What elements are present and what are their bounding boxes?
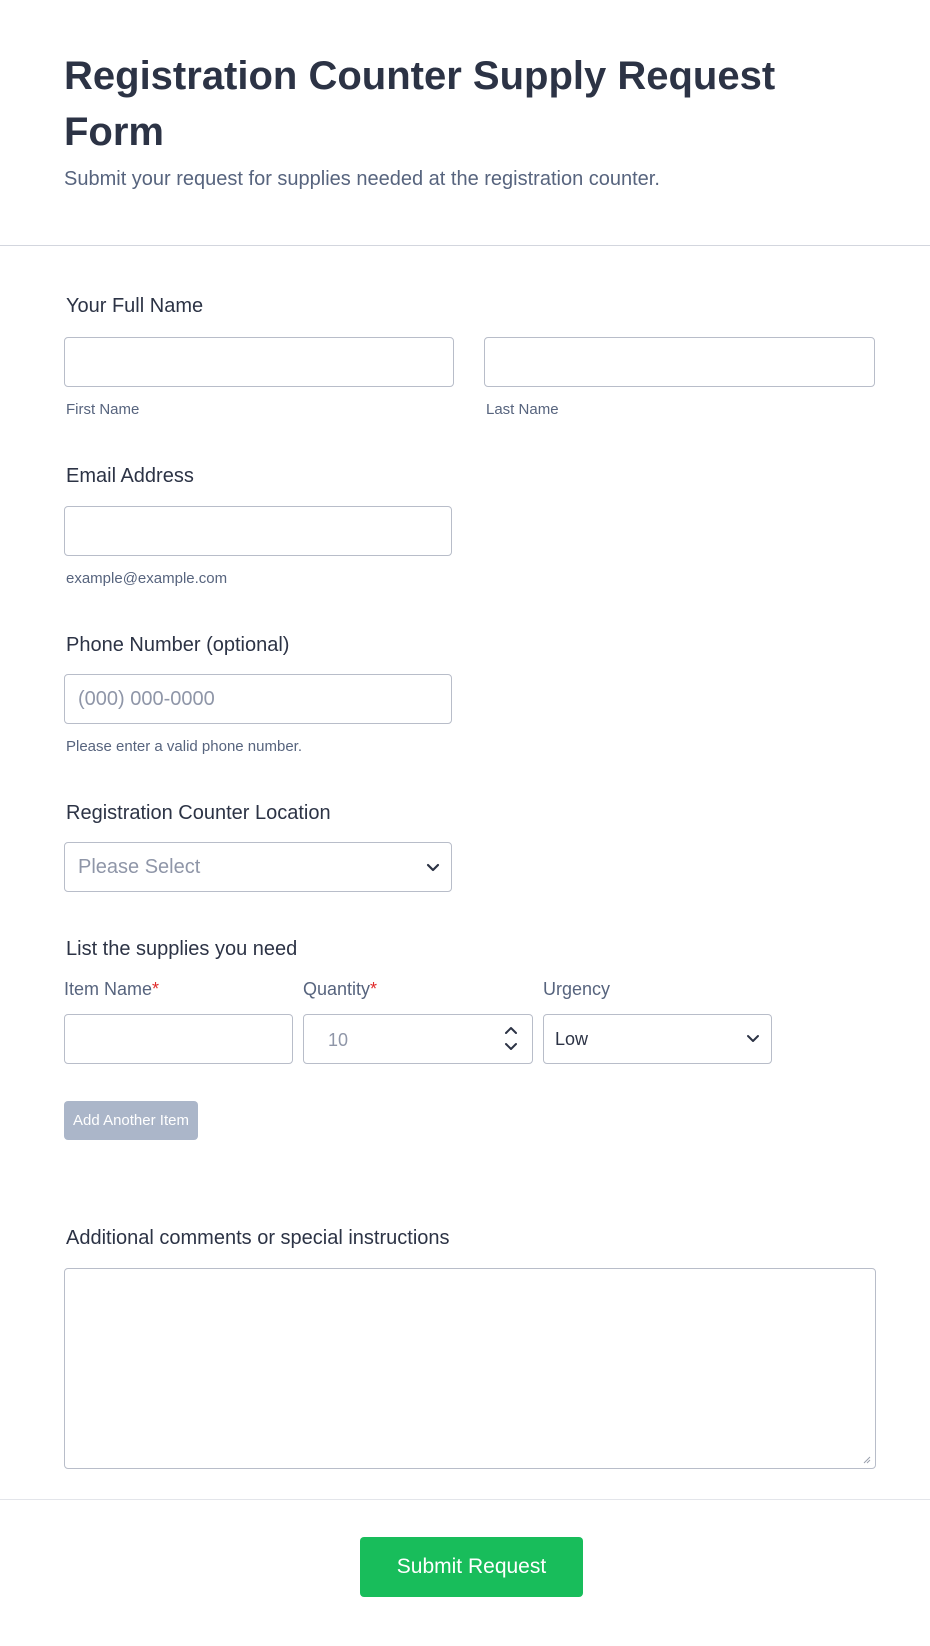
last-name-input[interactable]: [484, 337, 875, 387]
quantity-stepper[interactable]: [303, 1014, 533, 1064]
phone-label: Phone Number (optional): [66, 634, 290, 656]
item-name-column-label: [64, 977, 159, 1001]
location-select[interactable]: [64, 842, 452, 892]
supplies-label: List the supplies you need: [66, 938, 298, 960]
submit-button[interactable]: Submit Request: [360, 1537, 583, 1597]
form-header: [0, 0, 930, 246]
item-name-label: Item Name: [64, 979, 153, 999]
item-name-input[interactable]: [64, 1014, 293, 1064]
email-sublabel: example@example.com: [66, 570, 228, 587]
chevron-down-icon: [425, 862, 441, 874]
resize-handle-icon[interactable]: [861, 1454, 871, 1464]
quantity-placeholder: 10: [328, 1030, 349, 1050]
page-title: Registration Counter Supply Request Form: [64, 54, 776, 154]
full-name-label: Your Full Name: [66, 295, 204, 317]
location-selected: Please Select: [78, 856, 201, 878]
first-name-input[interactable]: [64, 337, 454, 387]
phone-placeholder: (000) 000-0000: [78, 688, 215, 710]
required-mark: *: [152, 979, 160, 999]
footer-divider: [0, 1499, 930, 1500]
email-field[interactable]: [64, 506, 452, 556]
urgency-column-label: Urgency: [543, 979, 611, 999]
comments-textarea[interactable]: [64, 1268, 876, 1469]
quantity-column-label: [303, 977, 377, 1001]
email-label: Email Address: [66, 465, 194, 487]
phone-sublabel: Please enter a valid phone number.: [66, 738, 302, 755]
stepper-arrows-icon[interactable]: [503, 1024, 519, 1054]
first-name-sublabel: First Name: [66, 401, 140, 418]
page-subtitle: Submit your request for supplies needed at the registration counter.: [64, 168, 660, 190]
required-mark: *: [370, 979, 378, 999]
add-another-item-button[interactable]: Add Another Item: [64, 1101, 198, 1140]
quantity-label: Quantity: [303, 979, 371, 999]
chevron-down-icon: [745, 1033, 761, 1045]
phone-input[interactable]: [64, 674, 452, 724]
location-label: Registration Counter Location: [66, 802, 331, 824]
urgency-selected: Low: [555, 1029, 589, 1049]
comments-label: Additional comments or special instructions: [66, 1227, 450, 1249]
urgency-select[interactable]: [543, 1014, 772, 1064]
last-name-sublabel: Last Name: [486, 401, 559, 418]
